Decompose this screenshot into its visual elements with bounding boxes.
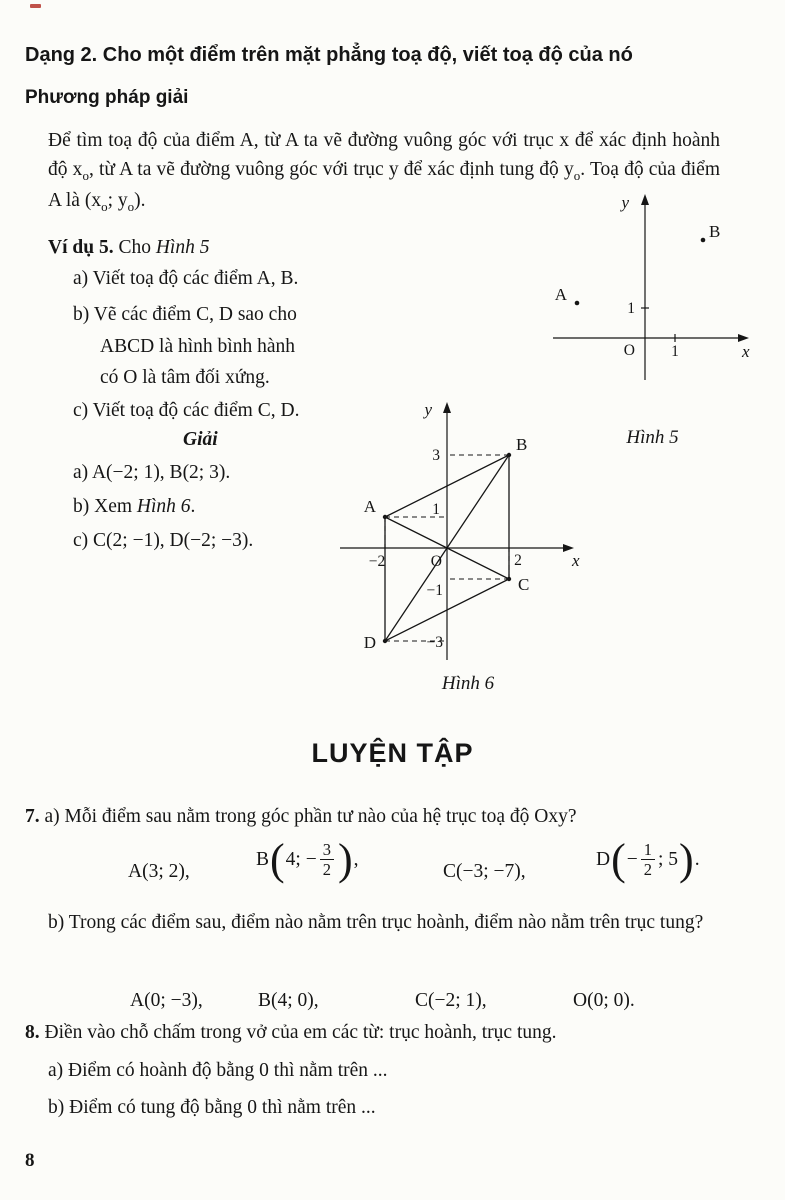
hinh6-axes — [340, 402, 574, 660]
open-paren: ( — [611, 835, 626, 885]
fraction-1-2 — [641, 840, 655, 880]
scan-artifact — [30, 4, 41, 8]
subscript-o: o — [127, 198, 135, 214]
hinh5-point-B-label: B — [709, 222, 721, 241]
hinh6-caption: Hình 6 — [441, 673, 495, 694]
subscript-o: o — [573, 168, 581, 184]
hinh6-y-tick-3: 3 — [432, 447, 440, 464]
hinh5-caption: Hình 5 — [626, 427, 679, 448]
denominator: 2 — [643, 860, 652, 880]
hinh5-point-B-dot — [701, 238, 706, 243]
example-item-b-line3: có O là tâm đối xứng. — [100, 367, 270, 389]
text-run: ; 5 — [658, 849, 679, 871]
numerator: 3 — [320, 840, 334, 860]
point-name: D — [596, 849, 611, 871]
hinh5-point-A-dot — [575, 301, 580, 306]
problem-7 — [25, 802, 740, 831]
hinh6-coordinate-plane — [332, 398, 604, 668]
problem-8-number: 8. — [25, 1022, 40, 1043]
problem-7-number: 7. — [25, 806, 40, 827]
p7a-point-C: C(−3; −7), — [443, 861, 526, 882]
example-item-b — [73, 299, 393, 394]
hinh6-y-axis-label: y — [424, 400, 432, 419]
p7b-point-A: A(0; −3), — [130, 990, 203, 1011]
text-run: Điền vào chỗ chấm trong vở của em các từ: trục hoành, trục tung. — [44, 1022, 557, 1043]
text-run: , — [353, 849, 359, 871]
method-heading: Phương pháp giải — [25, 87, 189, 108]
figure-5-reference: Hình 5 — [155, 237, 210, 258]
subscript-o: o — [82, 168, 89, 184]
text-run: Mỗi điểm sau nằm trong góc phần tư nào của hệ trục toạ độ Oxy? — [64, 806, 577, 827]
hinh6-x-tick-2: 2 — [514, 552, 522, 569]
hinh6-y-tick-1: 1 — [432, 501, 440, 518]
point-name: B — [256, 849, 270, 871]
p7b-point-C: C(−2; 1), — [415, 990, 487, 1011]
figure-hinh6 — [332, 398, 604, 695]
text-run: Vẽ các điểm C, D sao cho — [93, 304, 297, 325]
item-marker: b) — [48, 912, 65, 933]
hinh5-y-tick-1: 1 — [627, 300, 635, 317]
text-run: . — [694, 849, 700, 871]
solution-item-a: a) A(−2; 1), B(2; 3). — [73, 462, 231, 483]
hinh5-coordinate-plane — [545, 190, 760, 418]
close-paren: ) — [337, 835, 353, 885]
problem-8-item-a: a) Điểm có hoành độ bằng 0 thì nằm trên ... — [48, 1060, 388, 1081]
open-paren: ( — [270, 835, 285, 885]
problem-8 — [25, 1018, 740, 1047]
hinh5-x-tick-1: 1 — [671, 343, 679, 360]
item-marker: b) — [73, 304, 90, 325]
text-run: Xem — [94, 496, 133, 517]
page-number: 8 — [25, 1150, 35, 1171]
subscript-o: o — [101, 198, 108, 214]
section-title: Dạng 2. Cho một điểm trên mặt phẳng toạ độ, viết toạ độ của nó — [25, 44, 633, 66]
text-run: Để tìm toạ độ của điểm A, từ A ta vẽ đường vuông góc với trục x để xác định hoành độ x — [48, 130, 720, 181]
text-run: Trong các điểm sau, điểm nào nằm trên trục hoành, điểm nào nằm trên trục tung? — [68, 912, 704, 933]
p7b-point-B: B(4; 0), — [258, 990, 319, 1011]
solution-heading: Giải — [183, 429, 218, 450]
close-paren: ) — [679, 835, 694, 885]
problem-7b — [48, 908, 720, 937]
hinh6-point-A-label: A — [363, 497, 376, 516]
p7a-point-A: A(3; 2), — [128, 861, 190, 882]
hinh5-point-A-label: A — [554, 285, 567, 304]
example-5-heading — [48, 233, 209, 262]
text-run: . Toạ độ của điểm A là (x — [48, 159, 721, 211]
hinh6-point-C-label: C — [518, 575, 530, 594]
example-item-b-line1 — [73, 299, 393, 331]
solution-item-b — [73, 492, 195, 521]
text-run: . — [190, 496, 196, 517]
hinh6-x-tick-neg2: −2 — [368, 553, 386, 570]
example-item-b-line2: ABCD là hình bình hành — [100, 335, 295, 357]
item-marker: a) — [44, 806, 60, 827]
text-run: ; y — [107, 189, 128, 211]
text-run: Cho — [118, 237, 151, 258]
example-label: Ví dụ 5. — [48, 237, 114, 258]
example-item-c: c) Viết toạ độ các điểm C, D. — [73, 400, 300, 421]
hinh5-x-axis-label: x — [742, 342, 750, 361]
text-run: ). — [134, 189, 146, 211]
numerator: 1 — [641, 840, 655, 860]
text-run: 4; − — [285, 849, 317, 871]
hinh5-origin-label: O — [623, 342, 635, 359]
text-run: , từ A ta vẽ đường vuông góc với trục y để xác định tung độ y — [88, 159, 574, 181]
hinh6-y-tick-neg1: −1 — [426, 582, 443, 599]
hinh5-y-axis-label: y — [621, 193, 629, 212]
solution-item-c: c) C(2; −1), D(−2; −3). — [73, 530, 254, 551]
hinh6-point-D-label: D — [363, 633, 376, 652]
denominator: 2 — [322, 860, 331, 880]
fraction-3-2 — [320, 840, 334, 880]
item-marker: b) — [73, 496, 90, 517]
example-item-a: a) Viết toạ độ các điểm A, B. — [73, 268, 299, 289]
figure-6-reference: Hình 6 — [136, 496, 191, 517]
hinh6-y-tick-neg3: −3 — [426, 634, 443, 651]
p7a-point-B — [256, 835, 359, 885]
hinh6-point-B-label: B — [516, 435, 528, 454]
hinh6-origin-label: O — [430, 553, 442, 570]
problem-8-item-b: b) Điểm có tung độ bằng 0 thì nằm trên ... — [48, 1097, 376, 1118]
hinh6-x-axis-label: x — [572, 551, 580, 570]
text-run: − — [626, 849, 638, 871]
practice-heading: LUYỆN TẬP — [311, 738, 474, 768]
p7b-point-O: O(0; 0). — [573, 990, 635, 1011]
p7a-point-D — [596, 835, 700, 885]
